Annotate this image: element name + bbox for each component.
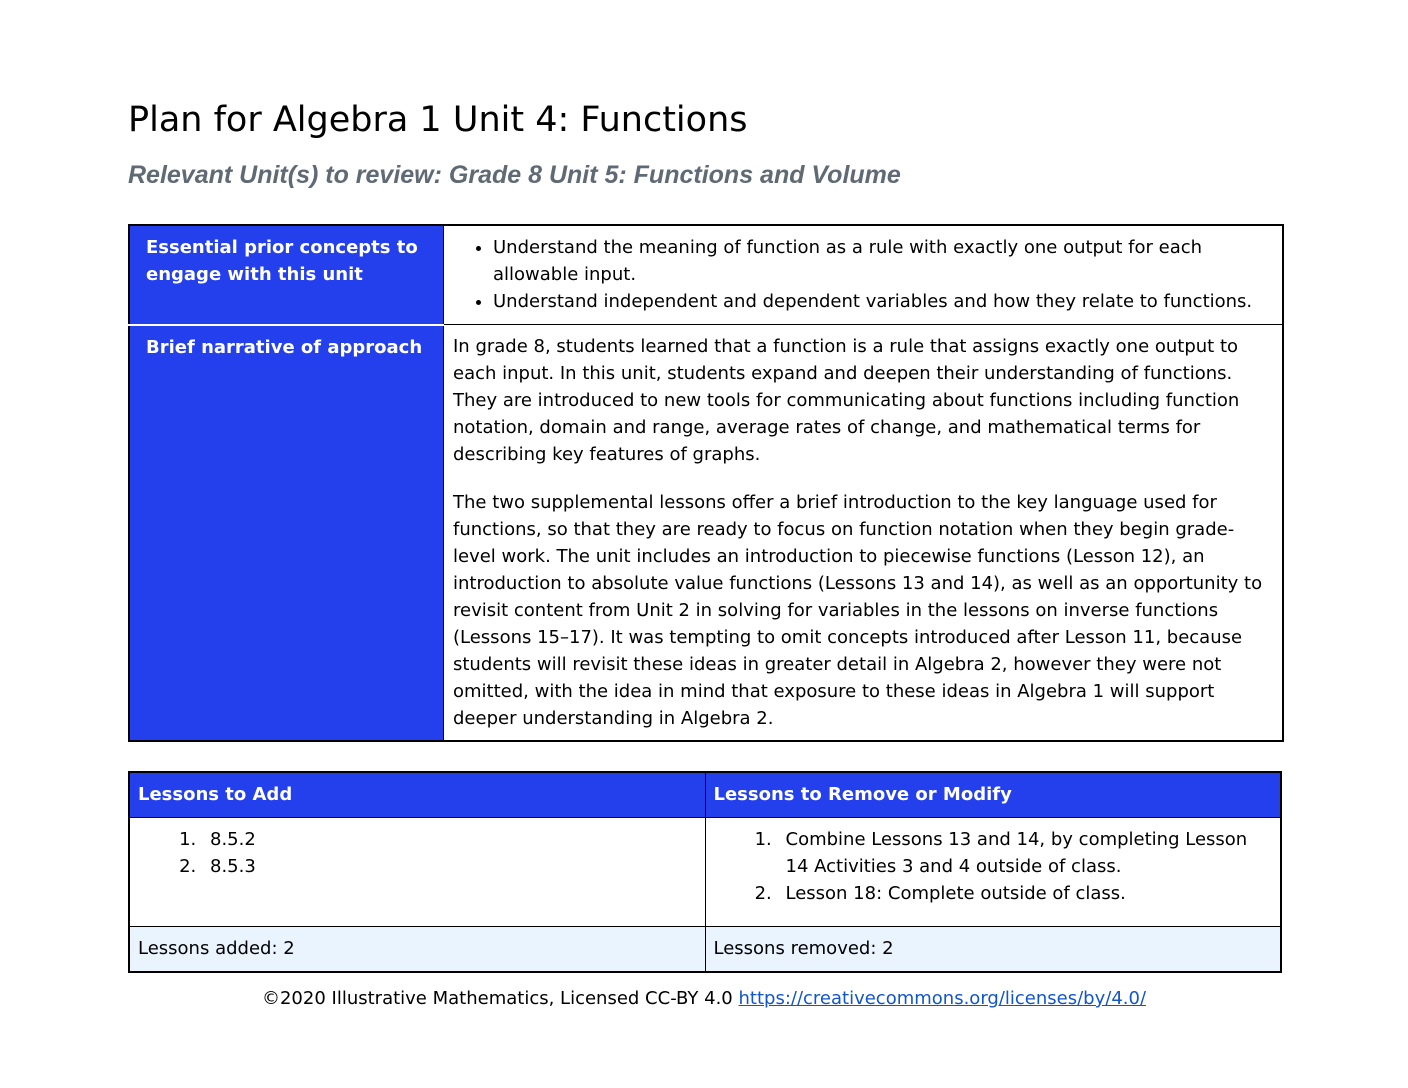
page-title: Plan for Algebra 1 Unit 4: Functions xyxy=(128,100,748,140)
lessons-added-count: Lessons added: 2 xyxy=(129,927,705,973)
lessons-list-row xyxy=(129,818,1281,927)
unit-overview-table xyxy=(128,224,1284,742)
narrative-paragraph: In grade 8, students learned that a function is a rule that assigns exactly one output to each input. In this unit, students expand and deepen their understanding of functions. They are introduced to new tools for communicating about functions including function notation, domain and range, average rates of change, and mathematical terms for describing key features of graphs. xyxy=(453,336,1240,465)
narrative-paragraph: The two supplemental lessons offer a brief introduction to the key language used for functions, so that they are ready to focus on function notation when they begin grade-level work. The unit includes an introduction to piecewise functions (Lesson 12), an introduction to absolute value functions (Lessons 13 and 14), as well as an opportunity to revisit content from Unit 2 in solving for variables in the lessons on inverse functions (Lessons 15–17). It was tempting to omit concepts introduced after Lesson 11, because students will revisit these ideas in greater detail in Algebra 2, however they were not omitted, with the idea in mind that exposure to these ideas in Algebra 1 will support deeper understanding in Algebra 2. xyxy=(453,492,1263,729)
lessons-to-add-header: Lessons to Add xyxy=(129,772,705,818)
narrative-row xyxy=(129,325,1283,742)
list-item: • Understand independent and dependent variables and how they relate to functions. xyxy=(493,288,1270,315)
copyright-text: ©2020 Illustrative Mathematics, Licensed CC-BY 4.0 xyxy=(261,988,733,1009)
lessons-to-remove-cell xyxy=(705,818,1281,927)
lessons-to-add-cell xyxy=(129,818,705,927)
lessons-header-row xyxy=(129,772,1281,818)
lessons-to-remove-header: Lessons to Remove or Modify xyxy=(705,772,1281,818)
lessons-count-row xyxy=(129,927,1281,973)
list-item: 2. 8.5.3 xyxy=(202,853,695,880)
lessons-removed-count: Lessons removed: 2 xyxy=(705,927,1281,973)
list-item: • Understand the meaning of function as a rule with exactly one output for each allowable input. xyxy=(493,234,1270,288)
narrative-cell xyxy=(444,325,1284,742)
list-item: 1. 8.5.2 xyxy=(202,826,695,853)
lessons-table xyxy=(128,771,1282,973)
narrative-label: Brief narrative of approach xyxy=(129,325,444,742)
prior-concepts-row xyxy=(129,225,1283,325)
page-footer xyxy=(0,985,1408,1012)
list-item: 1. Combine Lessons 13 and 14, by completing Lesson 14 Activities 3 and 4 outside of class. xyxy=(778,826,1271,880)
prior-concepts-cell xyxy=(444,225,1284,325)
lessons-to-add-list xyxy=(138,826,695,880)
prior-concepts-list xyxy=(453,234,1270,315)
list-item: 2. Lesson 18: Complete outside of class. xyxy=(778,880,1271,907)
page-subtitle: Relevant Unit(s) to review: Grade 8 Unit 5: Functions and Volume xyxy=(128,161,901,189)
license-link[interactable]: https://creativecommons.org/licenses/by/4.0/ xyxy=(738,988,1147,1009)
lessons-to-remove-list xyxy=(714,826,1271,907)
prior-concepts-label: Essential prior concepts to engage with this unit xyxy=(129,225,444,325)
